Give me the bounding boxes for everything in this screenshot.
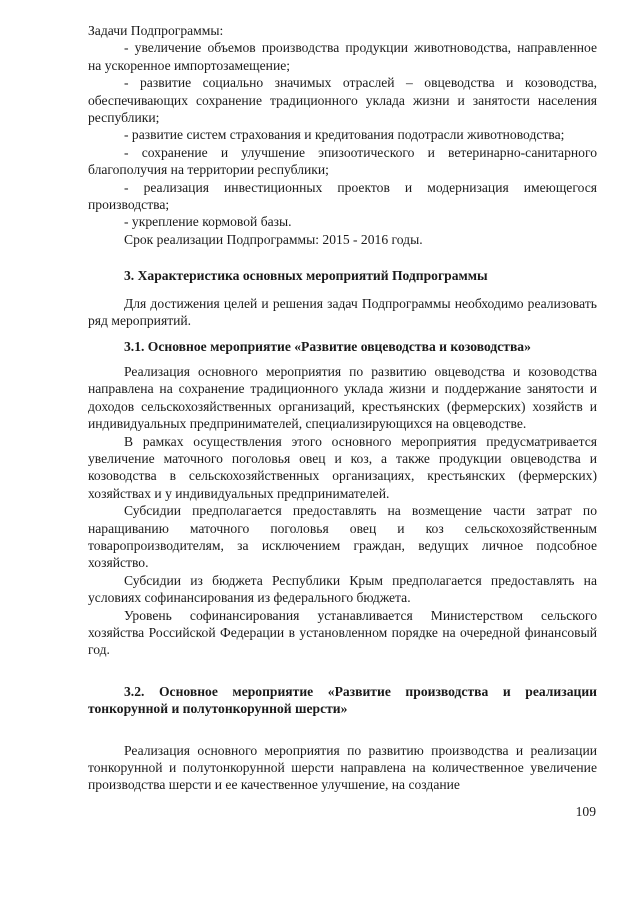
section-3-1-paragraph-1: Реализация основного мероприятия по развитию овцеводства и козоводства направлена на сохранение традиционного уклада жизни и поддержание занятости и доходов сельскохозяйственных организаций, крестьянских (фермерских) хозяйств и индивидуальных предпринимателей, специализирующихся на овцеводстве. (88, 363, 597, 432)
task-item-6: - укрепление кормовой базы. (124, 214, 292, 230)
section-3-2-paragraph: Реализация основного мероприятия по развитию производства и реализации тонкорунной и полутонкорунной шерсти направлена на количественное увеличение производства шерсти и ее качественное улучшение, на создание (88, 742, 597, 793)
section-3-1-paragraph-2: В рамках осуществления этого основного мероприятия предусматривается увеличение маточного поголовья овец и коз, а также продукции овцеводства и козоводства в сельскохозяйственных организациях, крестьянских (фермерских) хозяйствах и у индивидуальных предпринимателей. (88, 433, 597, 501)
task-item-1: - увеличение объемов производства продукции животноводства, направленное на ускоренное импортозамещение; (88, 40, 597, 73)
task-item-2: - развитие социально значимых отраслей – овцеводства и козоводства, обеспечивающих сохранение традиционного уклада жизни и занятости населения республики; (88, 75, 597, 126)
tasks-heading: Задачи Подпрограммы: (88, 23, 224, 38)
section-3-1-paragraph-5: Уровень софинансирования устанавливается Министерством сельского хозяйства Российской Федерации в установленном порядке на очередной финансовый год. (88, 607, 597, 658)
section-3-title: 3. Характеристика основных мероприятий Подпрограммы (124, 268, 488, 284)
task-item-4: - сохранение и улучшение эпизоотического и ветеринарно-санитарного благополучия на территории республики; (88, 144, 597, 178)
section-3-intro: Для достижения целей и решения задач Подпрограммы необходимо реализовать ряд мероприятий. (88, 295, 597, 329)
task-item-3: - развитие систем страхования и кредитования подотрасли животноводства; (124, 127, 565, 143)
program-term: Срок реализации Подпрограммы: 2015 - 2016 годы. (124, 231, 423, 247)
section-3-1-paragraph-3: Субсидии предполагается предоставлять на возмещение части затрат по наращиванию маточного поголовья овец и коз сельскохозяйственным товаропроизводителям, за исключением граждан, ведущих личное подсобное хозяйство. (88, 503, 597, 571)
page-number: 109 (575, 804, 596, 819)
section-3-1-paragraph-4: Субсидии из бюджета Республики Крым предполагается предоставлять на условиях софинансирования из федерального бюджета. (88, 572, 597, 606)
task-item-5: - реализация инвестиционных проектов и модернизация имеющегося производства; (88, 179, 597, 213)
section-3-2-title: 3.2. Основное мероприятие «Развитие производства и реализации тонкорунной и полутонкорунной шерсти» (88, 683, 597, 717)
document-page (88, 22, 597, 794)
section-3-1-title: 3.1. Основное мероприятие «Развитие овцеводства и козоводства» (124, 338, 531, 354)
